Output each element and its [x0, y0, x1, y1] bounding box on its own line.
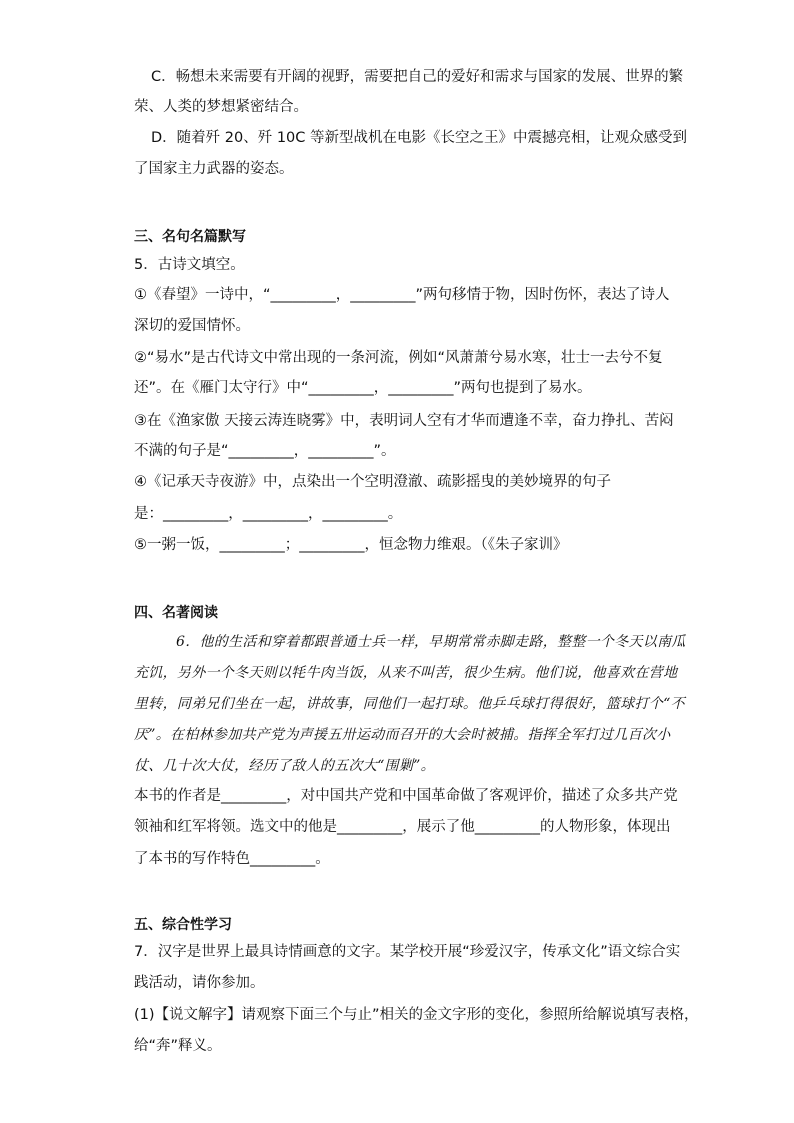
section5-heading: 五、综合性学习	[134, 917, 232, 933]
q7-line1: 7．汉字是世界上最具诗情画意的文字。某学校开展“珍爱汉字，传承文化”语文综合实	[134, 944, 681, 960]
q6-question-line1: 本书的作者是_________，对中国共产党和中国革命做了客观评价，描述了众多共产党	[134, 788, 678, 804]
section3-heading: 三、名句名篇默写	[134, 229, 246, 245]
q5-item2-line1: ②“易水”是古代诗文中常出现的一条河流，例如“风萧萧兮易水寒，壮士一去兮不复	[134, 350, 663, 366]
q6-question-line2: 领袖和红军将领。选文中的他是_________，展示了他_________的人物形象，体现出	[134, 819, 671, 835]
q6-passage-line5: 仗、几十次大仗，经历了敌人的五次大“围剿”。	[134, 758, 435, 774]
q7-sub1-line1: (1)【说文解字】请观察下面三个与止”相关的金文字形的变化，参照所给解说填写表格，	[134, 1007, 699, 1023]
q5-item2-line2: 还”。在《雁门太守行》中“_________，_________”两句也提到了易水。	[134, 380, 592, 396]
q5-stem: 5．古诗文填空。	[134, 257, 245, 273]
option-d-line2: 了国家主力武器的姿态。	[134, 161, 294, 177]
q6-passage-line4: 厌”。在柏林参加共产党为声援五卅运动而召开的大会时被捕。指挥全军打过几百次小	[134, 727, 671, 743]
q5-item5-line1: ⑤一粥一饭，_________；_________，恒念物力维艰。（《朱子家训》	[134, 537, 568, 553]
section4-heading: 四、名著阅读	[134, 605, 218, 621]
q5-item4-line2: 是：_________，_________，_________。	[134, 506, 403, 522]
q5-item1-line1: ①《春望》一诗中，“_________，_________”两句移情于物，因时伤怀，表达了诗人	[134, 287, 670, 303]
q6-passage-line1: 6．他的生活和穿着都跟普通士兵一样，早期常常赤脚走路，整整一个冬天以南瓜	[176, 634, 686, 650]
q6-question-line3: 了本书的写作特色_________。	[134, 851, 330, 867]
option-d-line1: D．随着歼 20、歼 10C 等新型战机在电影《长空之王》中震撼亮相，让观众感受到	[151, 130, 688, 146]
option-c-line1: C．畅想未来需要有开阔的视野，需要把自己的爱好和需求与国家的发展、世界的繁	[151, 69, 684, 85]
q6-passage-line2: 充饥，另外一个冬天则以牦牛肉当饭，从来不叫苦，很少生病。他们说，他喜欢在营地	[134, 665, 678, 681]
q5-item1-line2: 深切的爱国情怀。	[134, 318, 250, 334]
q6-passage-line3: 里转，同弟兄们坐在一起，讲故事，同他们一起打球。他乒乓球打得很好，篮球打个“不	[134, 696, 685, 712]
q7-sub1-line2: 给“奔”释义。	[134, 1038, 222, 1054]
q7-line2: 践活动，请你参加。	[134, 975, 265, 991]
option-c-line2: 荣、人类的梦想紧密结合。	[134, 99, 308, 115]
q5-item3-line1: ③在《渔家傲 天接云涛连晓雾》中，表明词人空有才华而遭逢不幸，奋力挣扎、苦闷	[134, 413, 674, 429]
q5-item4-line1: ④《记承天寺夜游》中，点染出一个空明澄澈、疏影摇曳的美妙境界的句子	[134, 474, 611, 490]
q5-item3-line2: 不满的句子是“_________，_________”。	[134, 443, 396, 459]
